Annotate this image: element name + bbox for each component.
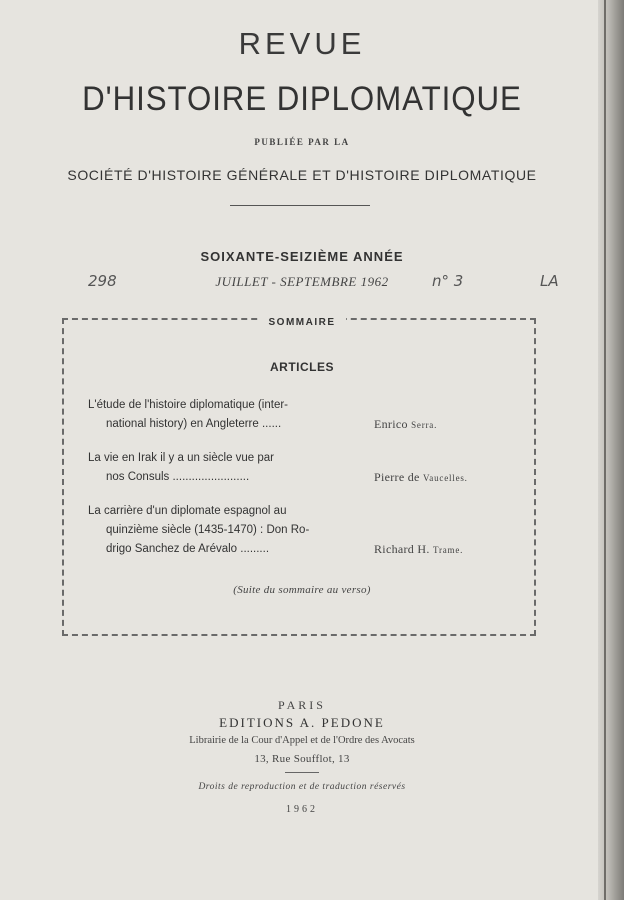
handwritten-mark: LA <box>540 272 559 290</box>
sommaire-label: SOMMAIRE <box>259 317 346 328</box>
article-2-author-first: Pierre de <box>374 470 420 484</box>
article-2-line-2: nos Consuls ........................ <box>106 471 250 483</box>
article-3-line-1: La carrière d'un diplomate espagnol au <box>88 505 287 517</box>
publication-year: 1962 <box>286 804 318 815</box>
issue-date: JUILLET - SEPTEMBRE 1962 <box>215 274 389 289</box>
publisher-address: 13, Rue Soufflot, 13 <box>254 753 350 765</box>
article-1-line-2: national history) en Angleterre ...... <box>106 418 282 430</box>
handwritten-catalog-number: 298 <box>88 272 117 290</box>
article-1-title <box>88 396 356 434</box>
book-spine-edge <box>598 0 624 900</box>
rights-notice: Droits de reproduction et de traduction réservés <box>198 782 406 792</box>
publisher-divider <box>285 772 319 773</box>
publisher-city: PARIS <box>278 698 326 712</box>
society-name: SOCIÉTÉ D'HISTOIRE GÉNÉRALE ET D'HISTOIRE DIPLOMATIQUE <box>67 167 537 183</box>
article-1-line-1: L'étude de l'histoire diplomatique (inter- <box>88 399 289 411</box>
article-1-author-last: Serra. <box>411 420 438 430</box>
sommaire-continued-note: (Suite du sommaire au verso) <box>233 584 371 596</box>
publisher-description: Librairie de la Cour d'Appel et de l'Ordre des Avocats <box>189 735 415 746</box>
article-3-line-3: drigo Sanchez de Arévalo ......... <box>106 543 270 555</box>
article-3-author-last: Trame. <box>432 545 464 555</box>
spine-fold-line <box>604 0 606 900</box>
article-1-author <box>374 417 437 432</box>
article-3-line-2: quinzième siècle (1435-1470) : Don Ro- <box>106 524 310 536</box>
publisher-name: EDITIONS A. PEDONE <box>219 715 385 730</box>
article-3-title <box>88 502 356 559</box>
year-label: SOIXANTE-SEIZIÈME ANNÉE <box>200 249 404 264</box>
article-2-line-1: La vie en Irak il y a un siècle vue par <box>88 452 275 464</box>
article-2-author <box>374 470 468 485</box>
published-by-label: PUBLIÉE PAR LA <box>254 137 350 147</box>
article-2-title <box>88 449 356 487</box>
article-3-author <box>374 542 463 557</box>
sommaire-heading <box>0 312 604 330</box>
handwritten-issue-number: n° 3 <box>432 272 464 290</box>
article-2-author-last: Vaucelles. <box>423 473 468 483</box>
article-3-author-first: Richard H. <box>374 542 430 556</box>
title-divider <box>230 205 370 206</box>
article-1-author-first: Enrico <box>374 417 408 431</box>
journal-revue-word: REVUE <box>238 26 366 61</box>
articles-heading: ARTICLES <box>270 360 334 374</box>
journal-title: D'HISTOIRE DIPLOMATIQUE <box>82 80 522 118</box>
